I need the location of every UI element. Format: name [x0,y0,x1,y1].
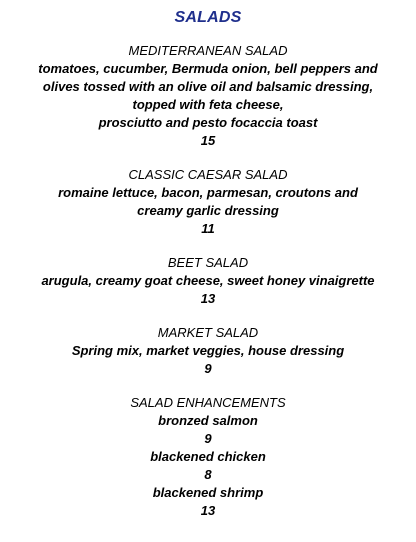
item-description: Spring mix, market veggies, house dressing [71,343,345,358]
enhancement-name: bronzed salmon [158,413,258,428]
enhancement-price: 9 [204,431,212,446]
item-description: romaine lettuce, bacon, parmesan, croutons and creamy garlic dressing [58,185,358,218]
item-name: MARKET SALAD [157,325,259,340]
menu-item-mediterranean-salad [0,42,416,150]
menu-item-classic-caesar-salad [0,166,416,238]
item-price: 15 [200,133,216,148]
item-price: 9 [204,361,212,376]
item-description: arugula, creamy goat cheese, sweet honey vinaigrette [41,273,375,288]
salad-enhancements [0,394,416,520]
enhancement-name: blackened shrimp [152,485,264,500]
item-name: BEET SALAD [167,255,249,270]
item-name: CLASSIC CAESAR SALAD [128,167,288,182]
item-price: 11 [201,221,215,236]
item-description: tomatoes, cucumber, Bermuda onion, bell peppers and olives tossed with an olive oil and balsamic dressing, topped with feta cheese, prosciutto and pesto focaccia toast [38,61,378,130]
enhancements-title: SALAD ENHANCEMENTS [130,395,286,410]
enhancement-name: blackened chicken [150,449,266,464]
section-title: SALADS [174,9,242,26]
enhancement-price: 13 [200,503,216,518]
item-price: 13 [200,291,216,306]
enhancement-price: 8 [204,467,212,482]
menu-item-market-salad [0,324,416,378]
menu-item-beet-salad [0,254,416,308]
item-name: MEDITERRANEAN SALAD [128,43,288,58]
